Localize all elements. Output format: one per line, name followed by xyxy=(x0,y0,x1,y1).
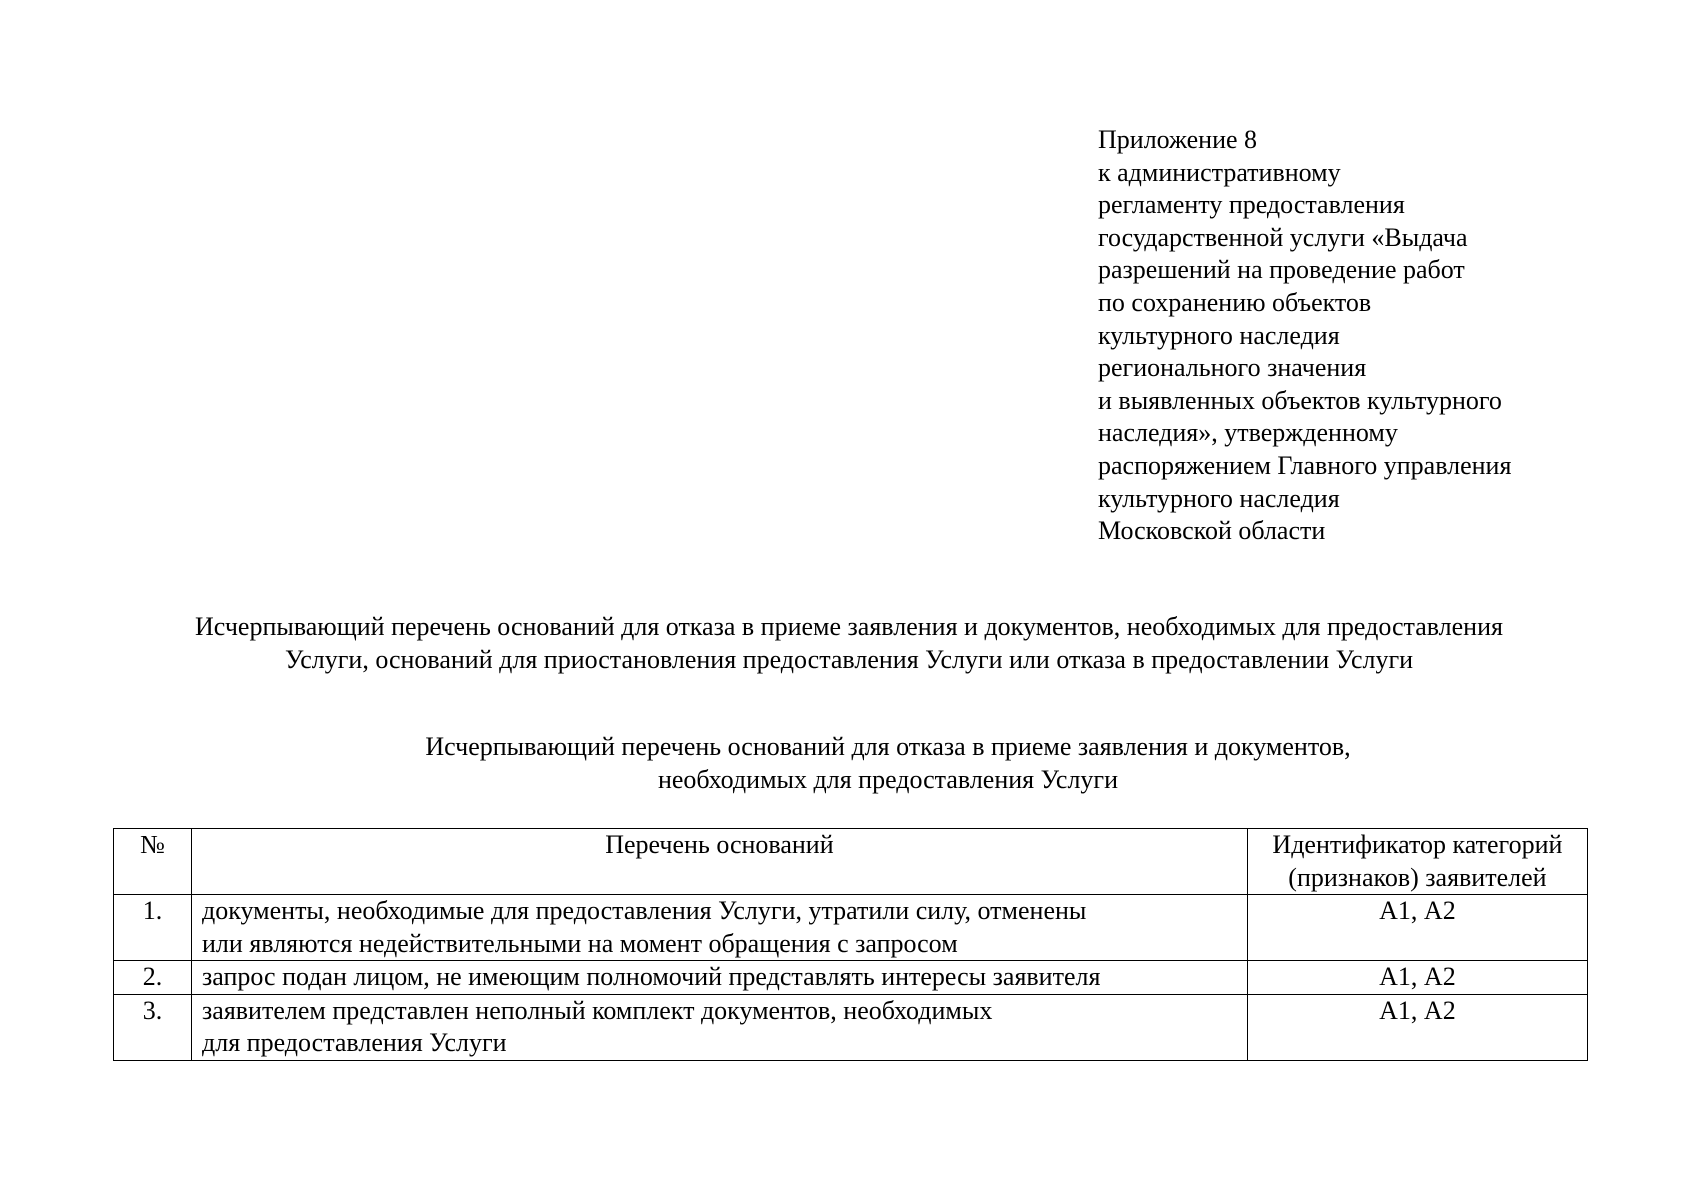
row-grounds-line: для предоставления Услуги xyxy=(202,1028,507,1057)
section-title xyxy=(0,730,1698,796)
appendix-line: распоряжением Главного управления xyxy=(1098,450,1512,480)
appendix-line: Приложение 8 xyxy=(1098,125,1258,154)
header-grounds: Перечень оснований xyxy=(192,829,1248,895)
header-number: № xyxy=(114,829,192,895)
appendix-line: государственной услуги «Выдача xyxy=(1098,222,1468,252)
row-number: 2. xyxy=(114,961,192,995)
document-title xyxy=(0,610,1698,676)
appendix-line: регламенту предоставления xyxy=(1098,190,1405,220)
document-title-line: Услуги, оснований для приостановления предоставления Услуги или отказа в предоставлении Услуги xyxy=(284,645,1414,674)
row-number: 1. xyxy=(114,895,192,961)
document-title-line: Исчерпывающий перечень оснований для отказа в приеме заявления и документов, необходимых для предоставления xyxy=(195,612,1503,641)
row-grounds-line: или являются недействительными на момент обращения с запросом xyxy=(202,928,958,958)
appendix-line: наследия», утвержденному xyxy=(1098,418,1398,448)
grounds-table xyxy=(113,828,1588,1061)
header-identifier-line: (признаков) заявителей xyxy=(1288,862,1547,892)
table-header-row xyxy=(114,829,1588,895)
row-number: 3. xyxy=(114,994,192,1060)
row-grounds-line: запрос подан лицом, не имеющим полномочий представлять интересы заявителя xyxy=(202,962,1101,991)
appendix-header xyxy=(1098,124,1658,548)
appendix-line: по сохранению объектов xyxy=(1098,287,1372,317)
table-row xyxy=(114,895,1588,961)
table-row xyxy=(114,994,1588,1060)
section-title-line: необходимых для предоставления Услуги xyxy=(657,765,1119,794)
appendix-line: регионального значения xyxy=(1098,353,1367,383)
appendix-line: культурного наследия xyxy=(1098,483,1340,513)
row-grounds xyxy=(192,895,1248,961)
header-identifier-line: Идентификатор категорий xyxy=(1272,830,1563,859)
table-row xyxy=(114,961,1588,995)
row-grounds-line: документы, необходимые для предоставления Услуги, утратили силу, отменены xyxy=(202,896,1087,925)
row-identifier: А1, А2 xyxy=(1247,961,1587,995)
appendix-line: к административному xyxy=(1098,157,1341,187)
row-grounds-line: заявителем представлен неполный комплект документов, необходимых xyxy=(202,995,993,1025)
appendix-line: и выявленных объектов культурного xyxy=(1098,385,1502,415)
appendix-line: культурного наследия xyxy=(1098,320,1340,350)
appendix-line: разрешений на проведение работ xyxy=(1098,255,1465,285)
appendix-line: Московской области xyxy=(1098,516,1326,546)
row-grounds xyxy=(192,994,1248,1060)
section-title-line: Исчерпывающий перечень оснований для отказа в приеме заявления и документов, xyxy=(425,732,1351,761)
row-identifier: А1, А2 xyxy=(1247,994,1587,1060)
row-identifier: А1, А2 xyxy=(1247,895,1587,961)
row-grounds xyxy=(192,961,1248,995)
header-identifier xyxy=(1247,829,1587,895)
